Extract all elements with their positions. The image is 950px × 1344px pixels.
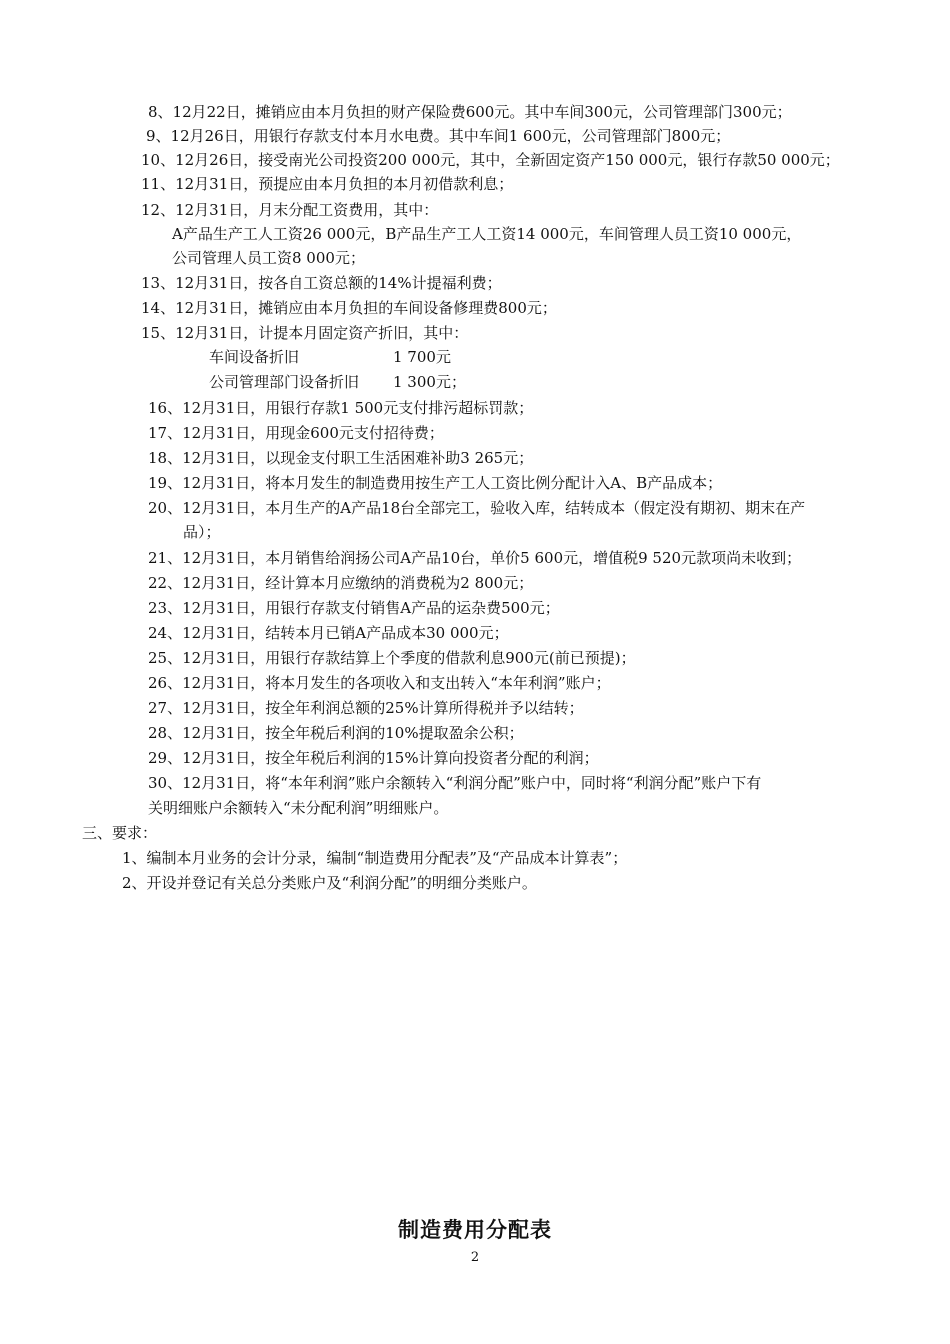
item-29: 29、12月31日，按全年税后利润的15%计算向投资者分配的利润； (148, 749, 599, 767)
item-11: 11、12月31日，预提应由本月负担的本月初借款利息； (141, 175, 514, 193)
item-20-cont: 品）； (183, 523, 221, 541)
item-20: 20、12月31日，本月生产的A产品18台全部完工，验收入库，结转成本（假定没有期初、期末在产 (148, 499, 806, 517)
depreciation-workshop-value: 1 700元 (393, 348, 451, 366)
item-13: 13、12月31日，按各自工资总额的14%计提福利费； (141, 274, 502, 292)
item-18: 18、12月31日，以现金支付职工生活困难补助3 265元； (148, 449, 534, 467)
item-25: 25、12月31日，用银行存款结算上个季度的借款利息900元(前已预提)； (148, 649, 636, 667)
item-10: 10、12月26日，接受南光公司投资200 000元，其中，全新固定资产150 000元，银行存款50 000元； (141, 151, 840, 169)
item-8: 8、12月22日，摊销应由本月负担的财产保险费600元。其中车间300元，公司管理部门300元； (148, 103, 792, 121)
item-14: 14、12月31日，摊销应由本月负担的车间设备修理费800元； (141, 299, 557, 317)
requirements-heading: 三、要求： (82, 824, 158, 842)
requirement-1: 1、编制本月业务的会计分录，编制“制造费用分配表”及“产品成本计算表”； (122, 849, 628, 867)
table-title: 制造费用分配表 (398, 1218, 552, 1242)
item-24: 24、12月31日，结转本月已销A产品成本30 000元； (148, 624, 509, 642)
page-number: 2 (470, 1250, 480, 1265)
item-15: 15、12月31日，计提本月固定资产折旧，其中： (141, 324, 469, 342)
item-22: 22、12月31日，经计算本月应缴纳的消费税为2 800元； (148, 574, 534, 592)
item-26: 26、12月31日，将本月发生的各项收入和支出转入“本年利润”账户； (148, 674, 611, 692)
item-17: 17、12月31日，用现金600元支付招待费； (148, 424, 444, 442)
item-19: 19、12月31日，将本月发生的制造费用按生产工人工资比例分配计入A、B产品成本； (148, 474, 723, 492)
depreciation-office-value: 1 300元； (393, 373, 466, 391)
depreciation-office-label: 公司管理部门设备折旧 (209, 373, 360, 391)
item-16: 16、12月31日，用银行存款1 500元支付排污超标罚款； (148, 399, 534, 417)
depreciation-workshop-label: 车间设备折旧 (209, 348, 300, 366)
item-21: 21、12月31日，本月销售给润扬公司A产品10台，单价5 600元，增值税9 520元款项尚未收到； (148, 549, 802, 567)
item-23: 23、12月31日，用银行存款支付销售A产品的运杂费500元； (148, 599, 560, 617)
item-30: 30、12月31日，将“本年利润”账户余额转入“利润分配”账户中，同时将“利润分配”账户下有 (148, 774, 762, 792)
item-12: 12、12月31日，月末分配工资费用，其中： (141, 201, 439, 219)
item-28: 28、12月31日，按全年税后利润的10%提取盈余公积； (148, 724, 524, 742)
item-27: 27、12月31日，按全年利润总额的25%计算所得税并予以结转； (148, 699, 584, 717)
item-9: 9、12月26日，用银行存款支付本月水电费。其中车间1 600元，公司管理部门800元； (146, 127, 731, 145)
item-12-detail-1: A产品生产工人工资26 000元，B产品生产工人工资14 000元，车间管理人员工资10 000元， (172, 225, 802, 243)
item-12-detail-2: 公司管理人员工资8 000元； (172, 249, 365, 267)
requirement-2: 2、开设并登记有关总分类账户及“利润分配”的明细分类账户。 (122, 874, 537, 892)
item-30-cont: 关明细账户余额转入“未分配利润”明细账户。 (148, 799, 449, 817)
